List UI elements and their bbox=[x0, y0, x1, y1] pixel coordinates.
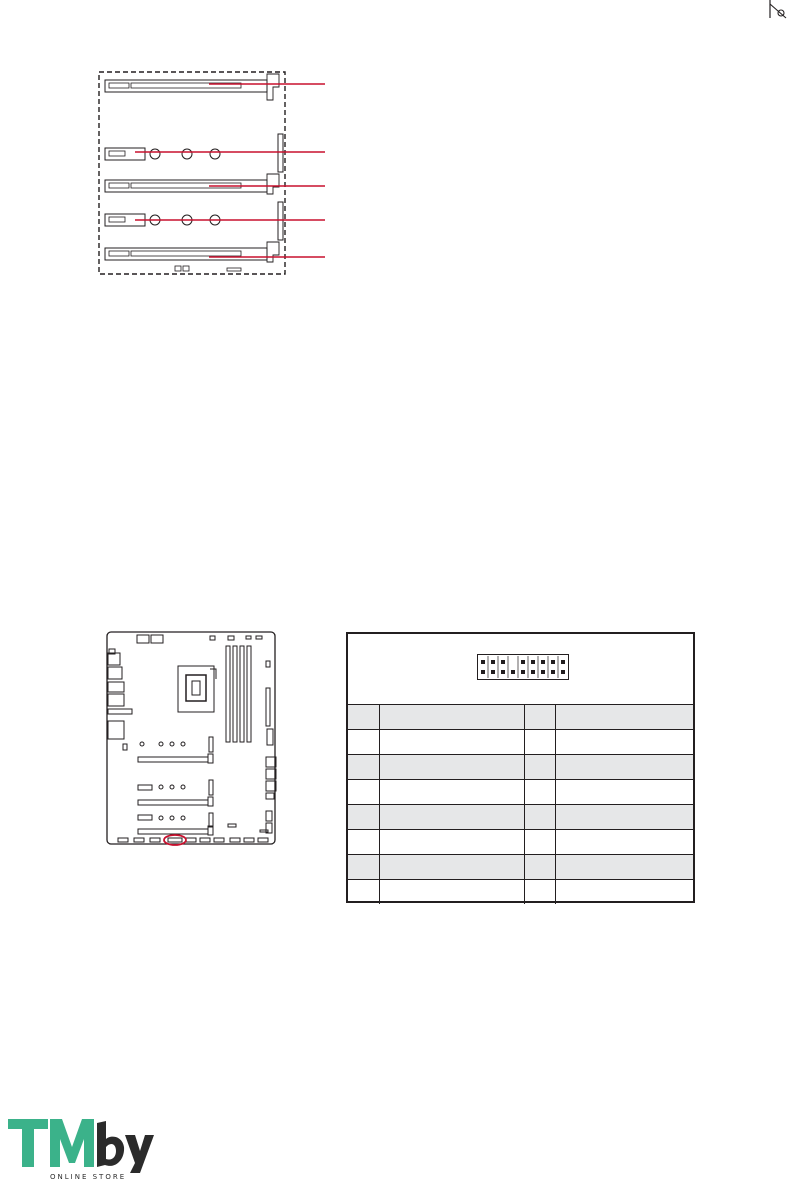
signal-name-cell bbox=[379, 830, 524, 855]
signal-name-cell bbox=[555, 855, 693, 880]
signal-name-cell bbox=[555, 805, 693, 830]
tmby-logo bbox=[4, 1117, 154, 1181]
motherboard-layout-diagram bbox=[106, 631, 278, 847]
pcie-x16-slot-3 bbox=[105, 242, 325, 262]
pin-number-cell bbox=[348, 705, 379, 730]
pin-definition-table bbox=[346, 632, 695, 903]
svg-text:ONLINE STORE: ONLINE STORE bbox=[50, 1173, 127, 1181]
pin-number-cell bbox=[524, 805, 555, 830]
signal-name-cell bbox=[379, 755, 524, 780]
signal-name-cell bbox=[379, 705, 524, 730]
signal-name-cell bbox=[555, 880, 693, 905]
pcie-x1-slot-1 bbox=[105, 148, 325, 160]
pin-number-cell bbox=[348, 805, 379, 830]
pcie-x16-slot-2 bbox=[105, 174, 325, 194]
pin-number-cell bbox=[524, 830, 555, 855]
pin-number-cell bbox=[524, 730, 555, 755]
table-row bbox=[348, 705, 693, 730]
signal-name-cell bbox=[379, 780, 524, 805]
signal-name-cell bbox=[555, 755, 693, 780]
table-row bbox=[348, 855, 693, 880]
signal-name-cell bbox=[555, 705, 693, 730]
pin-number-cell bbox=[348, 755, 379, 780]
pin-number-cell bbox=[348, 730, 379, 755]
scissors-cut-mark bbox=[0, 0, 794, 20]
pcie-slot-diagram bbox=[97, 70, 327, 280]
signal-name-cell bbox=[379, 855, 524, 880]
signal-name-cell bbox=[555, 730, 693, 755]
signal-name-cell bbox=[555, 830, 693, 855]
table-row bbox=[348, 880, 693, 905]
table-row bbox=[348, 780, 693, 805]
pin-number-cell bbox=[524, 755, 555, 780]
table-row bbox=[348, 730, 693, 755]
table-row bbox=[348, 755, 693, 780]
table-row bbox=[348, 805, 693, 830]
pcie-x1-slot-2 bbox=[105, 214, 325, 226]
pin-number-cell bbox=[524, 855, 555, 880]
pcie-x16-slot-1 bbox=[105, 74, 325, 100]
pin-number-cell bbox=[348, 780, 379, 805]
signal-name-cell bbox=[379, 730, 524, 755]
pin-number-cell bbox=[524, 780, 555, 805]
pin-header-diagram bbox=[477, 654, 569, 680]
pin-number-cell bbox=[348, 830, 379, 855]
signal-name-cell bbox=[379, 805, 524, 830]
pin-table-grid bbox=[348, 704, 693, 904]
pin-number-cell bbox=[524, 705, 555, 730]
signal-name-cell bbox=[555, 780, 693, 805]
signal-name-cell bbox=[379, 880, 524, 905]
table-row bbox=[348, 830, 693, 855]
pin-number-cell bbox=[348, 880, 379, 905]
pin-number-cell bbox=[348, 855, 379, 880]
pin-number-cell bbox=[524, 880, 555, 905]
